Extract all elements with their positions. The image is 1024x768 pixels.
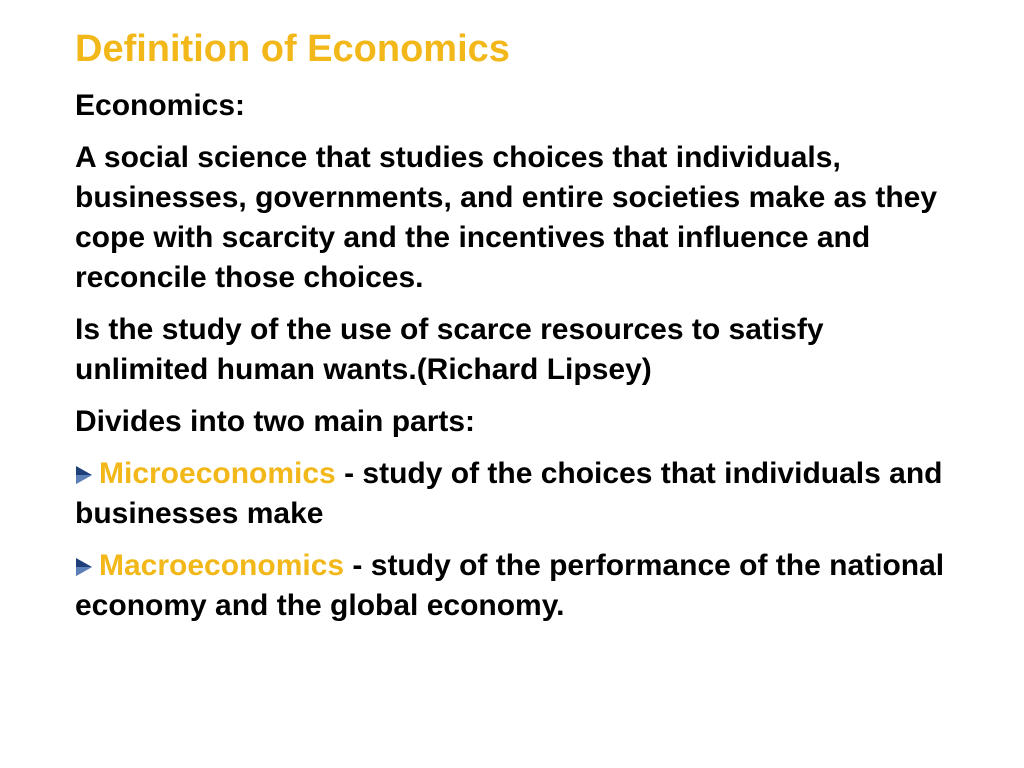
macroeconomics-description: - study of the performance of the national economy and the global economy. (75, 549, 945, 622)
definition-paragraph: A social science that studies choices that individuals, businesses, governments, and entire societies make as they cope with scarcity and the incentives that influence and reconcile those choices. (75, 141, 938, 294)
term-macroeconomics: Macroeconomics (99, 549, 345, 582)
microeconomics-description: - study of the choices that individuals and businesses make (75, 457, 943, 530)
list-item-microeconomics (75, 454, 965, 534)
slide-content (75, 26, 965, 638)
lipsey-definition-paragraph: Is the study of the use of scarce resources to satisfy unlimited human wants.(Richard Lipsey) (75, 313, 824, 386)
term-microeconomics: Microeconomics (99, 457, 336, 490)
divides-paragraph: Divides into two main parts: (75, 405, 476, 438)
economics-heading: Economics: (75, 89, 246, 122)
arrow-bullet-icon (75, 557, 93, 577)
arrow-bullet-icon (75, 465, 93, 485)
page-title: Definition of Economics (75, 28, 510, 70)
list-item-macroeconomics (75, 546, 965, 626)
